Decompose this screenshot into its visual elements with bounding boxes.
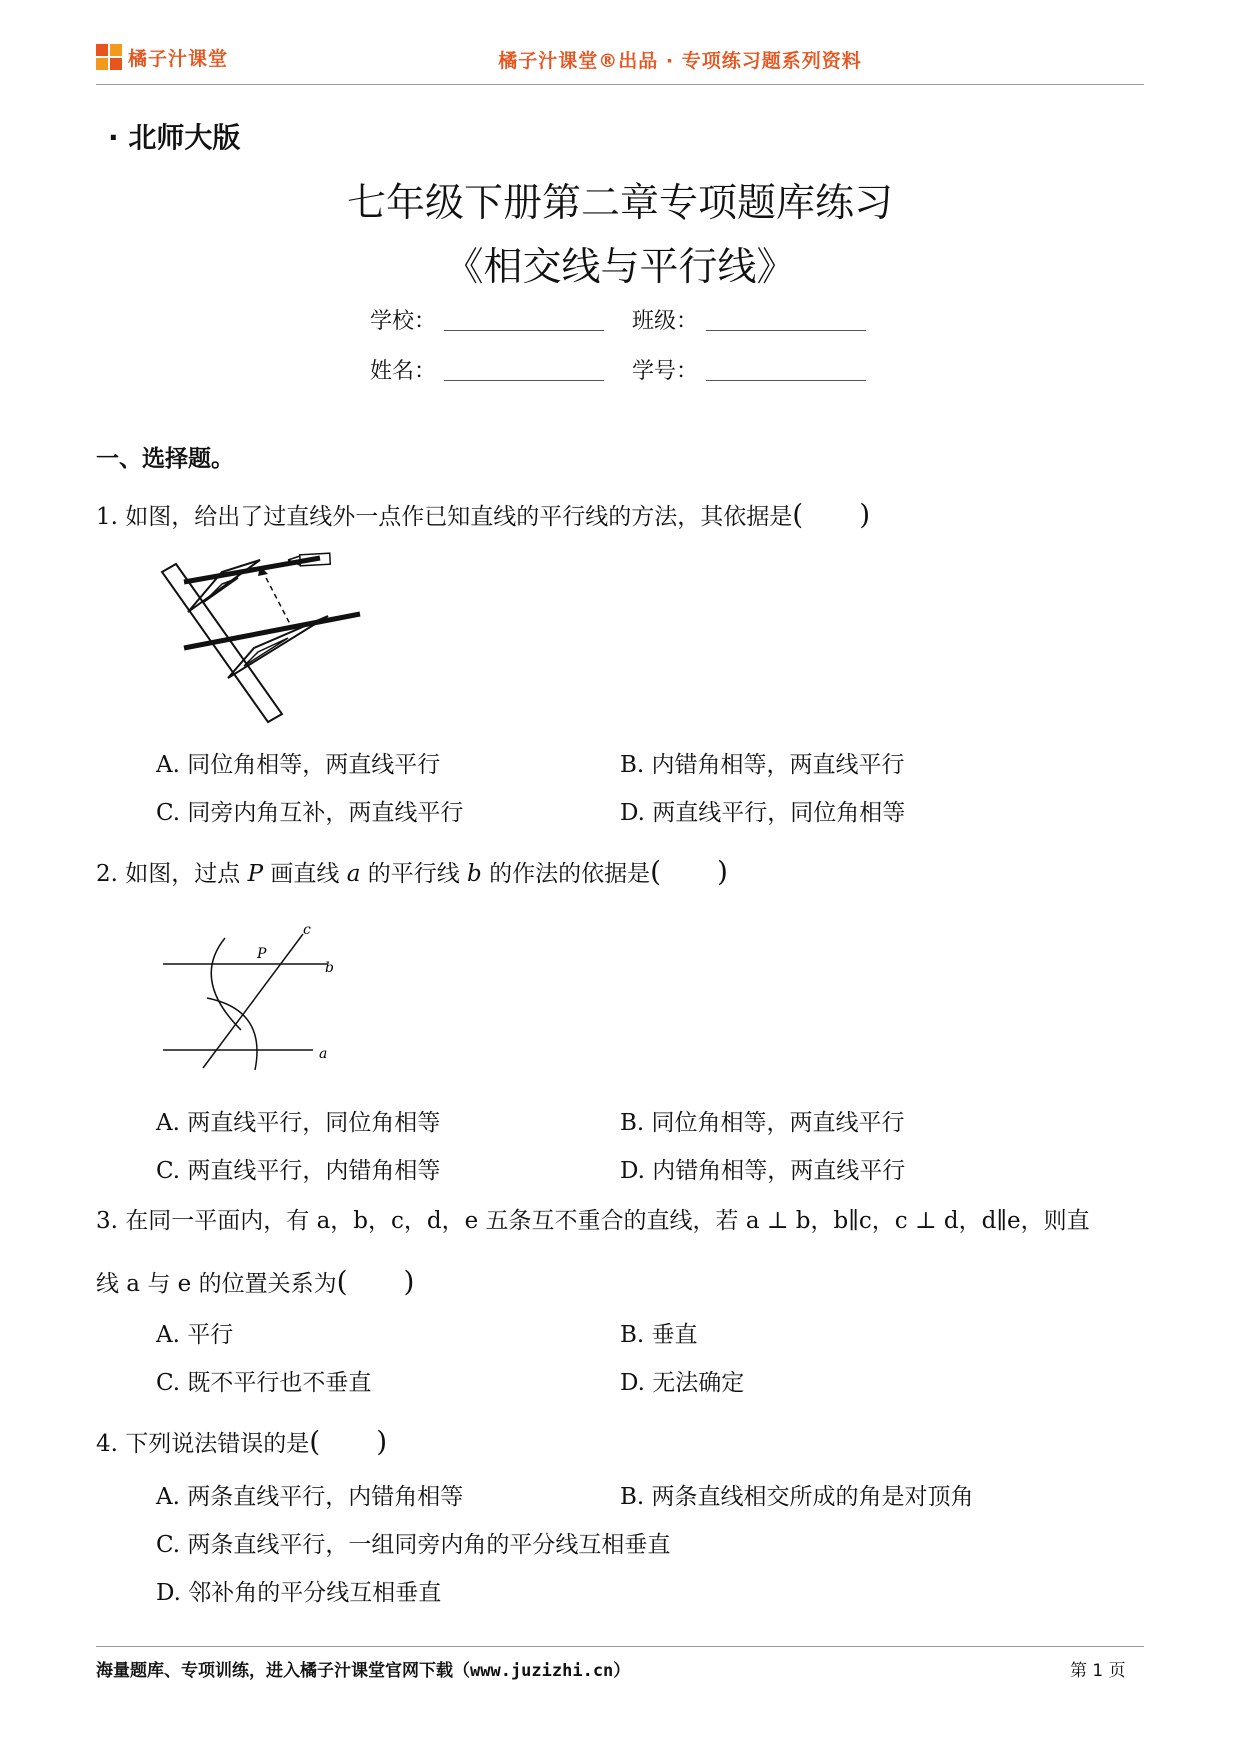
q2-option-a[interactable]: A. 两直线平行，同位角相等 bbox=[156, 1110, 441, 1136]
question-4-stem: 4. 下列说法错误的是( ) bbox=[96, 1425, 388, 1458]
q4-option-a[interactable]: A. 两条直线平行，内错角相等 bbox=[156, 1484, 464, 1510]
q2-option-d[interactable]: D. 内错角相等，两直线平行 bbox=[620, 1158, 906, 1184]
question-3-stem-line2: 线 a 与 e 的位置关系为( ) bbox=[96, 1265, 415, 1298]
q3-option-d[interactable]: D. 无法确定 bbox=[620, 1370, 745, 1396]
arc-upper bbox=[211, 938, 241, 1030]
label-a: a bbox=[319, 1046, 328, 1062]
header-divider bbox=[96, 84, 1144, 85]
header-center-title: 橘子汁课堂®出品 · 专项练习题系列资料 bbox=[498, 50, 862, 72]
q1-option-a[interactable]: A. 同位角相等，两直线平行 bbox=[156, 752, 441, 778]
upper-triangle bbox=[188, 560, 260, 612]
q4-option-c[interactable]: C. 两条直线平行，一组同旁内角的平分线互相垂直 bbox=[156, 1532, 671, 1558]
given-line bbox=[184, 614, 360, 648]
q3-option-c[interactable]: C. 既不平行也不垂直 bbox=[156, 1370, 372, 1396]
question-1-stem: 1. 如图，给出了过直线外一点作已知直线的平行线的方法，其依据是( ) bbox=[96, 498, 871, 531]
figure-set-square-method bbox=[150, 540, 370, 730]
q2-option-b[interactable]: B. 同位角相等，两直线平行 bbox=[620, 1110, 905, 1136]
arc-lower bbox=[207, 998, 257, 1070]
label-c: c bbox=[303, 922, 311, 938]
page-subtitle: 《相交线与平行线》 bbox=[444, 245, 796, 290]
q1-option-c[interactable]: C. 同旁内角互补，两直线平行 bbox=[156, 800, 464, 826]
number-field[interactable] bbox=[706, 380, 866, 381]
class-field[interactable] bbox=[706, 330, 866, 331]
q3-option-a[interactable]: A. 平行 bbox=[156, 1322, 234, 1348]
q1-option-b[interactable]: B. 内错角相等，两直线平行 bbox=[620, 752, 905, 778]
q2-option-c[interactable]: C. 两直线平行，内错角相等 bbox=[156, 1158, 441, 1184]
answer-bracket: ( ) bbox=[792, 498, 871, 531]
page-title: 七年级下册第二章专项题库练习 bbox=[346, 181, 893, 226]
question-3-stem-line1: 3. 在同一平面内，有 a，b，c，d，e 五条互不重合的直线，若 a ⊥ b，b∥c，c ⊥ d，d∥e，则直 bbox=[96, 1208, 1090, 1234]
footer-promo-text: 海量题库、专项训练，进入橘子汁课堂官网下载（www.juzizhi.cn） bbox=[96, 1661, 631, 1681]
q4-option-d[interactable]: D. 邻补角的平分线互相垂直 bbox=[156, 1580, 442, 1606]
figure-compass-construction bbox=[155, 920, 355, 1080]
number-label: 学号： bbox=[632, 359, 699, 384]
brand-name: 橘子汁课堂 bbox=[128, 48, 229, 70]
label-b: b bbox=[325, 960, 334, 976]
q4-option-b[interactable]: B. 两条直线相交所成的角是对顶角 bbox=[620, 1484, 974, 1510]
page-number: 第 1 页 bbox=[1070, 1661, 1126, 1681]
footer-divider bbox=[96, 1646, 1144, 1647]
section-heading: 一、选择题。 bbox=[96, 446, 234, 472]
class-label: 班级： bbox=[632, 309, 699, 334]
q1-option-d[interactable]: D. 两直线平行，同位角相等 bbox=[620, 800, 906, 826]
name-label: 姓名： bbox=[370, 359, 437, 384]
q3-option-b[interactable]: B. 垂直 bbox=[620, 1322, 698, 1348]
edition-label: · 北师大版 bbox=[108, 121, 241, 154]
school-field[interactable] bbox=[444, 330, 604, 331]
label-p: P bbox=[257, 946, 267, 962]
brand-logo-icon bbox=[96, 44, 122, 70]
name-field[interactable] bbox=[444, 380, 604, 381]
question-2-stem: 2. 如图，过点 P 画直线 a 的平行线 b 的作法的依据是( ) bbox=[96, 855, 728, 888]
school-label: 学校： bbox=[370, 309, 437, 334]
